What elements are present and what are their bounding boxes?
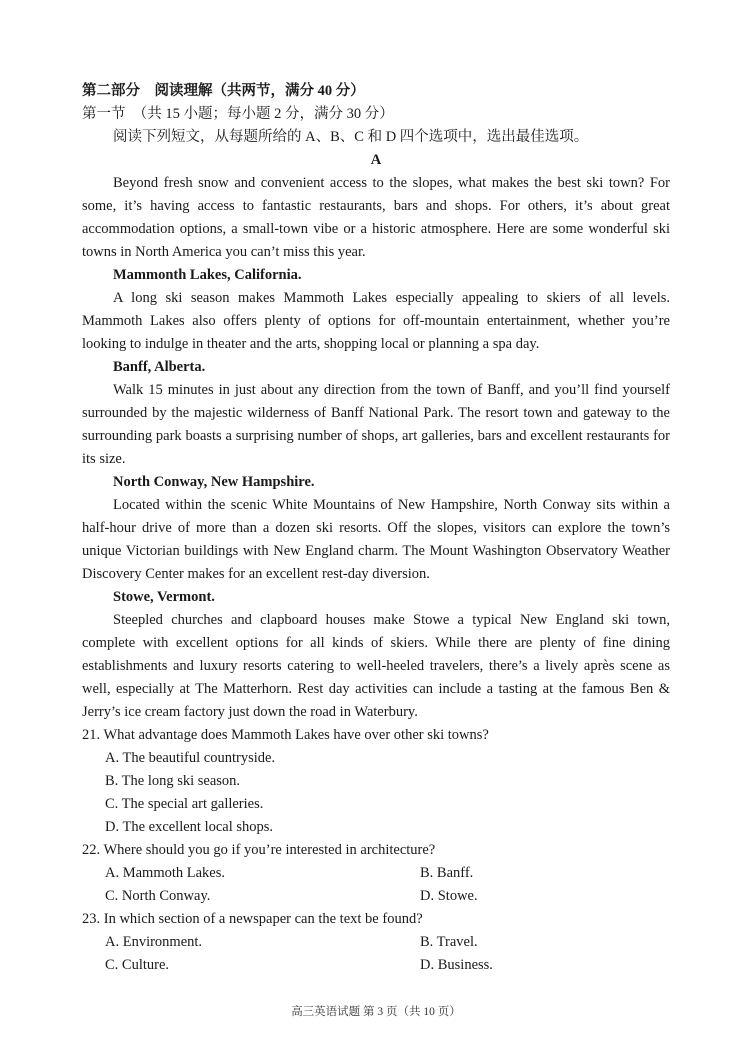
town-text-banff: Walk 15 minutes in just about any direction from the town of Banff, and you’ll find yourself surrounded by the majestic wilderness of Banff National Park. The resort town and gateway to the surrounding park boasts a surprising number of shops, art galleries, bars and excellent restaurants for its size.	[82, 382, 670, 467]
passage-label: A	[370, 152, 382, 168]
question-23-stem: 23. In which section of a newspaper can the text be found?	[82, 911, 423, 927]
question-23-option-c: C. Culture.	[105, 957, 170, 973]
question-21-option-d: D. The excellent local shops.	[105, 819, 274, 835]
question-21-option-a: A. The beautiful countryside.	[105, 750, 276, 766]
question-23-option-d: D. Business.	[420, 957, 493, 973]
question-21-stem: 21. What advantage does Mammoth Lakes have over other ski towns?	[82, 727, 489, 743]
question-22-option-c: C. North Conway.	[105, 888, 211, 904]
instruction: 阅读下列短文，从每题所给的 A、B、C 和 D 四个选项中，选出最佳选项。	[113, 129, 589, 145]
exam-page	[82, 80, 670, 977]
question-22-stem: 22. Where should you go if you’re interested in architecture?	[82, 842, 436, 858]
town-text-mammoth: A long ski season makes Mammoth Lakes especially appealing to skiers of all levels. Mammoth Lakes also offers plenty of options for off-mountain entertainment, whether you’re looking to indulge in theater and the arts, shopping local or planning a spa day.	[82, 290, 670, 352]
passage-intro: Beyond fresh snow and convenient access to the slopes, what makes the best ski town? For some, it’s having access to fantastic restaurants, bars and shops. For others, it’s about great accommodation options, a small-town vibe or a historic atmosphere. Here are some wonderful ski towns in North America you can’t miss this year.	[82, 175, 670, 260]
question-21-option-b: B. The long ski season.	[105, 773, 241, 789]
part-title: 第二部分 阅读理解（共两节，满分 40 分）	[82, 83, 365, 99]
town-text-stowe: Steepled churches and clapboard houses make Stowe a typical New England ski town, complete with excellent options for all kinds of skiers. While there are plenty of fine dining establishments and luxury resorts catering to well-heeled travelers, there’s a lively après scene as well, especially at The Matterhorn. Rest day activities can include a tasting at the famous Ben & Jerry’s ice cream factory just down the road in Waterbury.	[82, 612, 670, 720]
question-23-option-b: B. Travel.	[420, 934, 478, 950]
subsection-title: 第一节 （共 15 小题；每小题 2 分，满分 30 分）	[82, 106, 394, 122]
page-footer: 高三英语试题 第 3 页（共 10 页）	[291, 1006, 461, 1018]
question-22-option-b: B. Banff.	[420, 865, 474, 881]
question-22-row-1	[82, 862, 670, 885]
question-22-option-d: D. Stowe.	[420, 888, 478, 904]
question-22-option-a: A. Mammoth Lakes.	[105, 865, 226, 881]
town-heading-banff: Banff, Alberta.	[113, 359, 206, 375]
question-23-row-2	[82, 954, 670, 977]
question-21-option-c: C. The special art galleries.	[105, 796, 264, 812]
town-text-north-conway: Located within the scenic White Mountains of New Hampshire, North Conway sits within a half-hour drive of more than a dozen ski resorts. Off the slopes, visitors can explore the town’s unique Victorian buildings with New England charm. The Mount Washington Observatory Weather Discovery Center makes for an excellent rest-day diversion.	[82, 497, 670, 582]
question-22-row-2	[82, 885, 670, 908]
town-heading-stowe: Stowe, Vermont.	[113, 589, 215, 605]
town-heading-mammoth: Mammonth Lakes, California.	[113, 267, 302, 283]
question-23-option-a: A. Environment.	[105, 934, 203, 950]
question-23-row-1	[82, 931, 670, 954]
town-heading-north-conway: North Conway, New Hampshire.	[113, 474, 315, 490]
